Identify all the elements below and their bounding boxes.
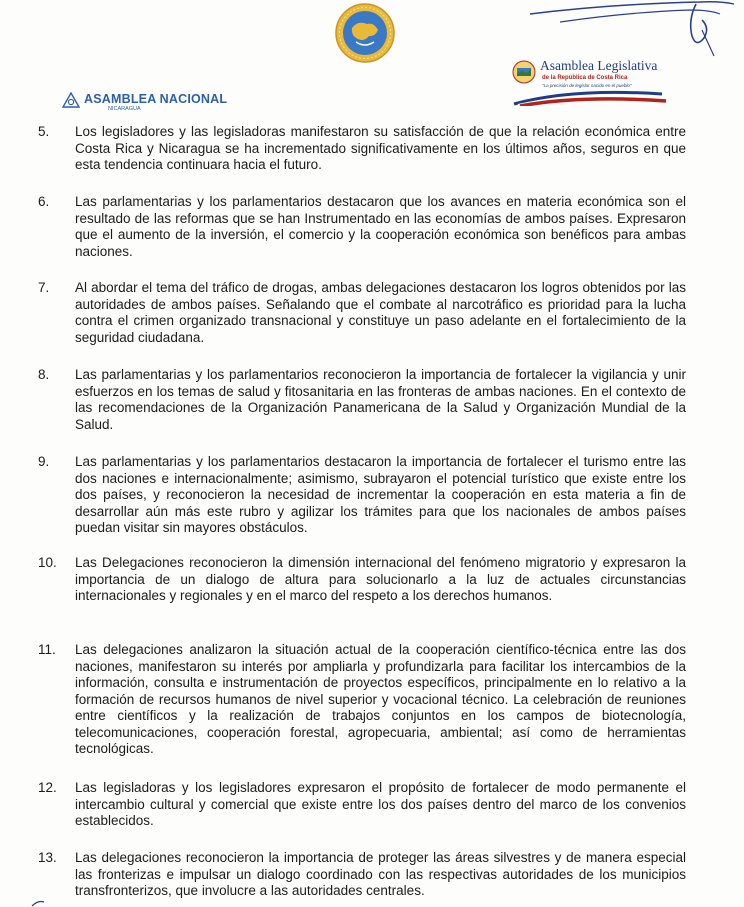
asamblea-legislativa-country: de la República de Costa Rica xyxy=(542,75,628,81)
clause-number: 7. xyxy=(38,280,50,295)
clause-number: 11. xyxy=(38,642,56,657)
clause-text: Los legisladores y las legisladoras manifestaron su satisfacción de que la relación económica entre Costa Rica y Nicaragua se ha incrementado significativamente en los últimos años, seguros en que esta tendencia continuara hacia el futuro. xyxy=(75,124,686,172)
clause-text: Las parlamentarias y los parlamentarios reconocieron la importancia de fortalecer la vigilancia y unir esfuerzos en los temas de salud y fitosanitaria en las fronteras de ambas naciones. En el contexto de las recomendaciones de la Organización Panamericana de la Salud y Organización Mundial de la Salud. xyxy=(75,367,686,432)
clause-number: 8. xyxy=(38,367,50,382)
clause-text: Las legisladoras y los legisladores expresaron el propósito de fortalecer de modo permanente el intercambio cultural y comercial que existe entre los dos países dentro del marco de los convenios establecidos. xyxy=(75,780,686,828)
clause-text: Las parlamentarias y los parlamentarios destacaron la importancia de fortalecer el turismo entre las dos naciones e internacionalmente; asimismo, subrayaron el potencial turístico que existe entre los dos países, y reconocieron la necesidad de incrementar la cooperación en esta materia a fin de desarrollar aún más este rubro y agilizar los trámites para que los nacionales de ambos países puedan visitar sin mayores obstáculos. xyxy=(75,454,686,535)
clause-text: Las delegaciones reconocieron la importancia de proteger las áreas silvestres y de manera especial las fronterizas e impulsar un dialogo coordinado con las respectivas autoridades de los municipios transfronterizos, que involucre a las autoridades centrales. xyxy=(75,850,686,898)
asamblea-nacional-logo xyxy=(62,92,227,112)
letterhead xyxy=(0,0,744,122)
flag-stripes-icon xyxy=(512,90,672,106)
seal-icon xyxy=(334,2,396,64)
clause-text: Las Delegaciones reconocieron la dimensión internacional del fenómeno migratorio y expresaron la importancia de un dialogo de altura para solucionarlo a la luz de actuales circunstancias internacionales y regionales y en el marco del respeto a los derechos humanos. xyxy=(75,555,686,603)
clause-text: Las parlamentarias y los parlamentarios destacaron que los avances en materia económica son el resultado de las reformas que se han Instrumentado en las economías de ambos países. Expresaron que el aumento de la inversión, el comercio y la cooperación económica son benéficos para ambas naciones. xyxy=(75,194,686,259)
asamblea-nacional-emblem-icon xyxy=(62,92,80,108)
clause-number: 5. xyxy=(38,124,50,139)
asamblea-nacional-name: ASAMBLEA NACIONAL xyxy=(84,92,228,106)
asamblea-legislativa-logo xyxy=(512,58,672,106)
asamblea-legislativa-name: Asamblea Legislativa xyxy=(540,58,658,73)
clause-text: Las delegaciones analizaron la situación actual de la cooperación científico-técnica entre las dos naciones, manifestaron su interés por ampliarla y profundizarla para facilitar los intercambios de la información, consulta e instrumentación de proyectos específicos, principalmente en lo relativo a la formación de recursos humanos de nivel superior y vocacional técnico. La celebración de reuniones entre científicos y la realización de trabajos conjuntos en los campos de biotecnología, telecomunicaciones, cooperación forestal, agropecuaria, ambiental; así como de herramientas tecnológicas. xyxy=(75,642,686,756)
clause-number: 13. xyxy=(38,850,57,865)
asamblea-nacional-country: NICARAGUA xyxy=(108,106,141,112)
handwritten-mark xyxy=(30,898,46,907)
clause-number: 10. xyxy=(38,555,57,570)
clause-number: 9. xyxy=(38,454,50,469)
signature-mark xyxy=(520,0,744,60)
asamblea-legislativa-motto: "La precisión de legislar nacido en el pueblo" xyxy=(542,83,632,88)
clause-number: 6. xyxy=(38,194,50,209)
clause-text: Al abordar el tema del tráfico de drogas, ambas delegaciones destacaron los logros obtenidos por las autoridades de ambos países. Señalando que el combate al narcotráfico es prioridad para la lucha contra el crimen organizado transnacional y constituye un paso adelante en el fortalecimiento de la seguridad ciudadana. xyxy=(75,280,686,345)
costa-rica-emblem-icon xyxy=(512,60,536,86)
clause-number: 12. xyxy=(38,780,57,795)
